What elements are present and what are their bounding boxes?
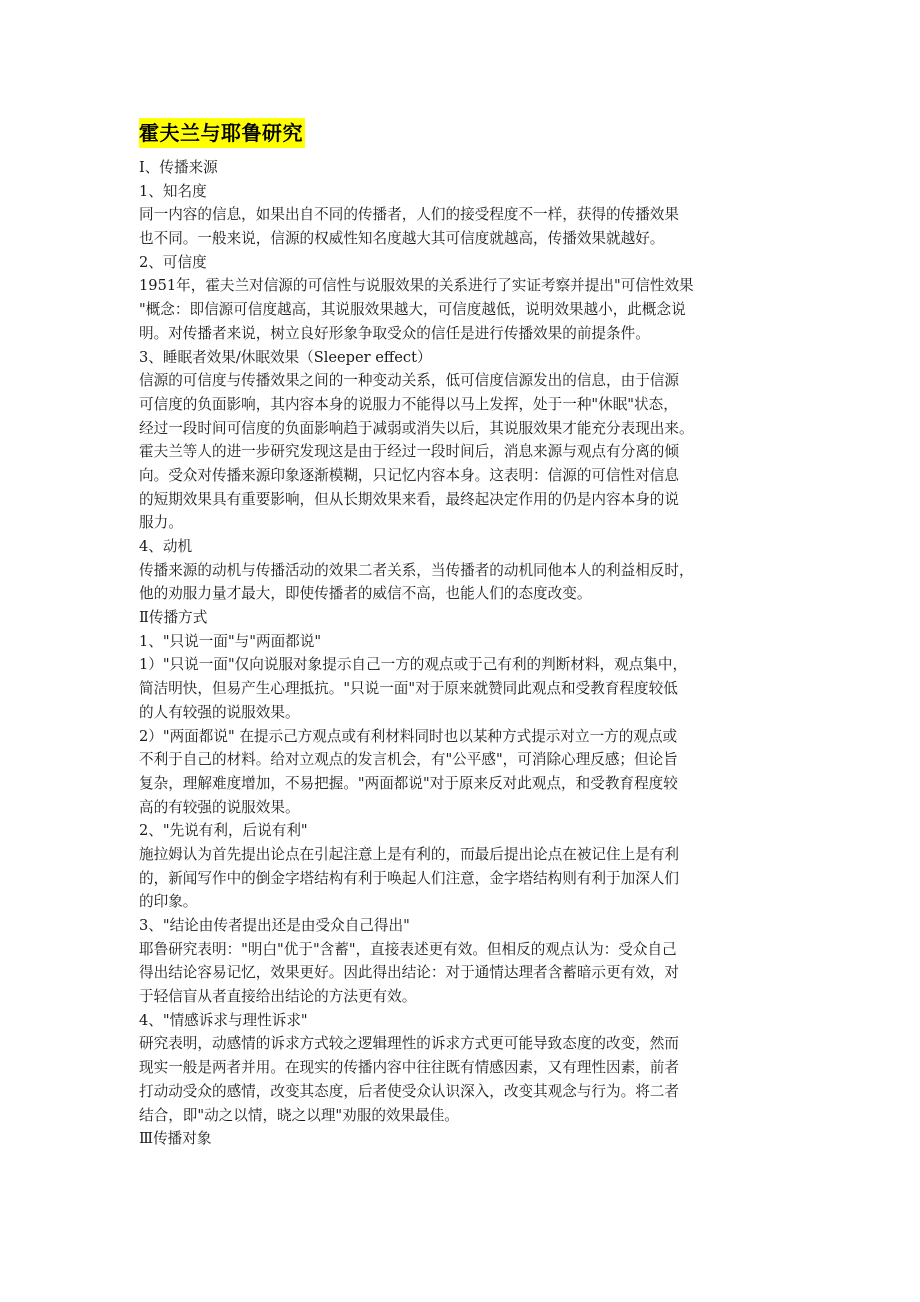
body-line: 研究表明，动感情的诉求方式较之逻辑理性的诉求方式更可能导致态度的改变，然而 — [139, 1035, 679, 1053]
body-line: 的人有较强的说服效果。 — [139, 703, 300, 721]
body-line: 霍夫兰等人的进一步研究发现这是由于经过一段时间后，消息来源与观点有分离的倾 — [139, 443, 679, 461]
body-line: 耶鲁研究表明："明白"优于"含蓄"，直接表述更有效。但相反的观点认为：受众自己 — [139, 940, 677, 958]
body-line: 可信度的负面影响，其内容本身的说服力不能得以马上发挥，处于一种"休眠"状态， — [139, 395, 678, 413]
body-line: 的短期效果具有重要影响，但从长期效果来看，最终起决定作用的仍是内容本身的说 — [139, 490, 679, 508]
body-line: 结合，即"动之以情，晓之以理"劝服的效果最佳。 — [139, 1106, 459, 1124]
body-line: 现实一般是两者并用。在现实的传播内容中往往既有情感因素，又有理性因素，前者 — [139, 1059, 679, 1077]
body-line: 1951年，霍夫兰对信源的可信性与说服效果的关系进行了实证考察并提出"可信性效果 — [139, 277, 694, 295]
body-line: 不利于自己的材料。给对立观点的发言机会，有"公平感"，可消除心理反感；但论旨 — [139, 751, 678, 769]
body-line: 的，新闻写作中的倒金字塔结构有利于唤起人们注意，金字塔结构则有利于加深人们 — [139, 869, 679, 887]
section-heading: Ⅲ传播对象 — [139, 1130, 212, 1148]
body-line: 打动动受众的感情，改变其态度，后者使受众认识深入，改变其观念与行为。将二者 — [139, 1082, 679, 1100]
document-body — [139, 156, 789, 1151]
body-line: 信源的可信度与传播效果之间的一种变动关系，低可信度信源发出的信息，由于信源 — [139, 372, 679, 390]
section-heading: 2、"先说有利，后说有利" — [139, 822, 308, 840]
section-heading: 4、"情感诉求与理性诉求" — [139, 1011, 308, 1029]
section-heading: 1、"只说一面"与"两面都说" — [139, 632, 322, 650]
body-line: 2）"两面都说" 在提示己方观点或有利材料同时也以某种方式提示对立一方的观点或 — [139, 727, 678, 745]
body-line: 施拉姆认为首先提出论点在引起注意上是有利的，而最后提出论点在被记住上是有利 — [139, 845, 679, 863]
body-line: 他的劝服力量才最大，即使传播者的威信不高，也能人们的态度改变。 — [139, 585, 592, 603]
body-line: 于轻信盲从者直接给出结论的方法更有效。 — [139, 988, 417, 1006]
body-line: 复杂，理解难度增加，不易把握。"两面都说"对于原来反对此观点，和受教育程度较 — [139, 774, 678, 792]
section-heading: 2、可信度 — [139, 253, 207, 271]
body-line: 向。受众对传播来源印象逐渐模糊，只记忆内容本身。这表明：信源的可信性对信息 — [139, 466, 679, 484]
section-heading: Ⅱ传播方式 — [139, 609, 208, 627]
section-heading: 1、知名度 — [139, 182, 207, 200]
document-title: 霍夫兰与耶鲁研究 — [139, 118, 305, 148]
body-line: 明。对传播者来说，树立良好形象争取受众的信任是进行传播效果的前提条件。 — [139, 324, 650, 342]
section-heading: 3、"结论由传者提出还是由受众自己得出" — [139, 917, 410, 934]
body-line: 1）"只说一面"仅向说服对象提示自己一方的观点或于己有利的判断材料，观点集中， — [139, 656, 688, 674]
body-line: 也不同。一般来说，信源的权威性知名度越大其可信度就越高，传播效果就越好。 — [139, 230, 665, 248]
body-line: 的印象。 — [139, 893, 198, 911]
body-line: 服力。 — [139, 514, 183, 532]
body-line: 得出结论容易记忆，效果更好。因此得出结论：对于通情达理者含蓄暗示更有效，对 — [139, 964, 679, 982]
body-line: "概念：即信源可信度越高，其说服效果越大，可信度越低，说明效果越小，此概念说 — [139, 301, 686, 319]
body-line: 高的有较强的说服效果。 — [139, 798, 300, 816]
section-heading: 4、动机 — [139, 538, 193, 555]
body-line: 传播来源的动机与传播活动的效果二者关系，当传播者的动机同他本人的利益相反时， — [139, 561, 694, 579]
section-heading: Ⅰ、传播来源 — [139, 159, 218, 176]
body-line: 经过一段时间可信度的负面影响趋于减弱或消失以后，其说服效果才能充分表现出来。 — [139, 419, 694, 437]
section-heading: 3、睡眠者效果/休眠效果（Sleeper effect） — [139, 348, 432, 366]
body-line: 同一内容的信息，如果出自不同的传播者，人们的接受程度不一样，获得的传播效果 — [139, 206, 679, 224]
document-page — [139, 118, 789, 1151]
body-line: 简洁明快，但易产生心理抵抗。"只说一面"对于原来就赞同此观点和受教育程度较低 — [139, 680, 678, 698]
